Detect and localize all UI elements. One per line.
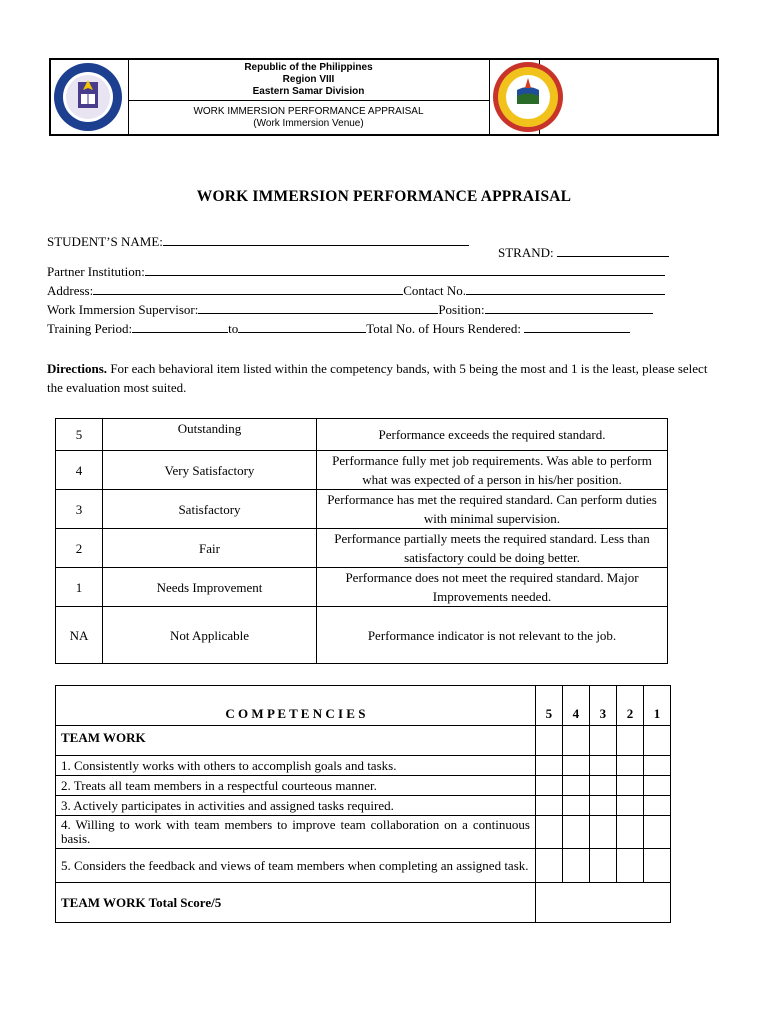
- score-cell[interactable]: [616, 796, 643, 816]
- header-box: [49, 58, 719, 136]
- training-to-field[interactable]: [238, 320, 366, 333]
- competency-row: [56, 776, 671, 796]
- header-line1: Republic of the Philippines: [244, 62, 373, 73]
- address-row: [47, 282, 665, 299]
- competency-item: 2. Treats all team members in a respectful courteous manner.: [56, 776, 536, 796]
- directions-text: For each behavioral item listed within the competency bands, with 5 being the most and 1 is the least, please select the evaluation most suited.: [47, 361, 708, 395]
- scale-rating: Needs Improvement: [103, 568, 317, 607]
- scale-row: [56, 529, 668, 568]
- score-cell[interactable]: [589, 816, 616, 849]
- hours-label: Total No. of Hours Rendered:: [366, 321, 521, 336]
- competency-row: [56, 816, 671, 849]
- address-field[interactable]: [93, 282, 403, 295]
- directions-label: Directions.: [47, 361, 108, 376]
- score-cell[interactable]: [589, 756, 616, 776]
- header-line3: Eastern Samar Division: [252, 86, 365, 97]
- training-row: [47, 320, 630, 337]
- score-cell[interactable]: [562, 726, 589, 756]
- score-cell[interactable]: [589, 796, 616, 816]
- competency-row: [56, 756, 671, 776]
- position-field[interactable]: [485, 301, 653, 314]
- scale-row: [56, 568, 668, 607]
- scale-row: [56, 607, 668, 664]
- score-cell[interactable]: [562, 816, 589, 849]
- score-cell[interactable]: [616, 816, 643, 849]
- score-cell[interactable]: [562, 796, 589, 816]
- scale-desc: Performance does not meet the required standard. Major Improvements needed.: [317, 568, 668, 607]
- score-cell[interactable]: [643, 726, 670, 756]
- scale-code: NA: [56, 607, 103, 664]
- section-row: [56, 726, 671, 756]
- strand-label: STRAND:: [498, 245, 554, 260]
- competency-item: 5. Considers the feedback and views of team members when completing an assigned task.: [56, 849, 536, 883]
- score-header-1: 1: [643, 686, 670, 726]
- scale-code: 1: [56, 568, 103, 607]
- score-cell[interactable]: [535, 726, 562, 756]
- score-cell[interactable]: [643, 816, 670, 849]
- scale-rating: Fair: [103, 529, 317, 568]
- score-cell[interactable]: [643, 796, 670, 816]
- header-form-title: WORK IMMERSION PERFORMANCE APPRAISAL: [193, 106, 424, 117]
- score-header-3: 3: [589, 686, 616, 726]
- score-cell[interactable]: [616, 756, 643, 776]
- score-cell[interactable]: [535, 796, 562, 816]
- competency-item: 4. Willing to work with team members to improve team collaboration on a continuous basis.: [56, 816, 536, 849]
- score-cell[interactable]: [535, 816, 562, 849]
- training-to-label: to: [228, 321, 239, 336]
- score-cell[interactable]: [562, 776, 589, 796]
- competency-item: 3. Actively participates in activities and assigned tasks required.: [56, 796, 536, 816]
- hours-field[interactable]: [524, 320, 630, 333]
- rating-scale-table: [55, 418, 668, 664]
- partner-label: Partner Institution:: [47, 264, 145, 279]
- section-team-work: TEAM WORK: [56, 726, 536, 756]
- header-form-subtitle: (Work Immersion Venue): [253, 118, 364, 129]
- scale-desc: Performance exceeds the required standard.: [317, 419, 668, 451]
- scale-rating: Very Satisfactory: [103, 451, 317, 490]
- scale-row: [56, 490, 668, 529]
- score-header-2: 2: [616, 686, 643, 726]
- address-label: Address:: [47, 283, 94, 298]
- score-header-5: 5: [535, 686, 562, 726]
- score-cell[interactable]: [643, 849, 670, 883]
- score-cell[interactable]: [535, 849, 562, 883]
- supervisor-label: Work Immersion Supervisor:: [47, 302, 199, 317]
- header-center-cell: [128, 60, 490, 134]
- supervisor-row: [47, 301, 653, 318]
- contact-field[interactable]: [466, 282, 665, 295]
- student-name-field[interactable]: [163, 233, 469, 246]
- strand-field[interactable]: [557, 244, 669, 257]
- score-cell[interactable]: [589, 776, 616, 796]
- scale-code: 3: [56, 490, 103, 529]
- student-name-row: [47, 233, 469, 250]
- page-title: WORK IMMERSION PERFORMANCE APPRAISAL: [196, 188, 572, 205]
- score-cell[interactable]: [616, 776, 643, 796]
- team-work-total-label: TEAM WORK Total Score/5: [56, 883, 536, 923]
- score-cell[interactable]: [535, 776, 562, 796]
- score-cell[interactable]: [589, 726, 616, 756]
- scale-rating: Outstanding: [103, 419, 317, 451]
- score-cell[interactable]: [643, 776, 670, 796]
- partner-field[interactable]: [145, 263, 665, 276]
- deped-seal-icon: [51, 60, 126, 134]
- competencies-header-row: [56, 686, 671, 726]
- competencies-header: C O M P E T E N C I E S: [56, 686, 536, 726]
- competency-row: [56, 849, 671, 883]
- training-from-field[interactable]: [132, 320, 228, 333]
- supervisor-field[interactable]: [198, 301, 438, 314]
- scale-code: 4: [56, 451, 103, 490]
- score-cell[interactable]: [562, 756, 589, 776]
- scale-code: 5: [56, 419, 103, 451]
- training-label: Training Period:: [47, 321, 133, 336]
- score-cell[interactable]: [589, 849, 616, 883]
- score-header-4: 4: [562, 686, 589, 726]
- scale-desc: Performance indicator is not relevant to the job.: [317, 607, 668, 664]
- score-cell[interactable]: [535, 756, 562, 776]
- scale-desc: Performance fully met job requirements. Was able to perform what was expected of a person in his/her position.: [317, 451, 668, 490]
- student-name-label: STUDENT’S NAME:: [47, 234, 163, 249]
- scale-row: [56, 419, 668, 451]
- scale-desc: Performance has met the required standard. Can perform duties with minimal supervision.: [317, 490, 668, 529]
- school-logo-cell: [489, 60, 540, 134]
- partner-row: [47, 263, 665, 280]
- total-row: [56, 883, 671, 923]
- team-work-total-field[interactable]: [535, 883, 670, 923]
- scale-desc: Performance partially meets the required standard. Less than satisfactory could be doing better.: [317, 529, 668, 568]
- position-label: Position:: [438, 302, 485, 317]
- deped-logo-cell: [51, 60, 129, 134]
- header-line2: Region VIII: [282, 74, 335, 85]
- strand-row: [498, 244, 669, 261]
- contact-label: Contact No.: [403, 283, 467, 298]
- score-cell[interactable]: [562, 849, 589, 883]
- school-seal-icon: [484, 60, 572, 134]
- competencies-table: [55, 685, 671, 923]
- scale-code: 2: [56, 529, 103, 568]
- competency-item: 1. Consistently works with others to accomplish goals and tasks.: [56, 756, 536, 776]
- score-cell[interactable]: [616, 849, 643, 883]
- scale-row: [56, 451, 668, 490]
- competency-row: [56, 796, 671, 816]
- score-cell[interactable]: [643, 756, 670, 776]
- scale-rating: Not Applicable: [103, 607, 317, 664]
- score-cell[interactable]: [616, 726, 643, 756]
- directions: [47, 359, 717, 397]
- scale-rating: Satisfactory: [103, 490, 317, 529]
